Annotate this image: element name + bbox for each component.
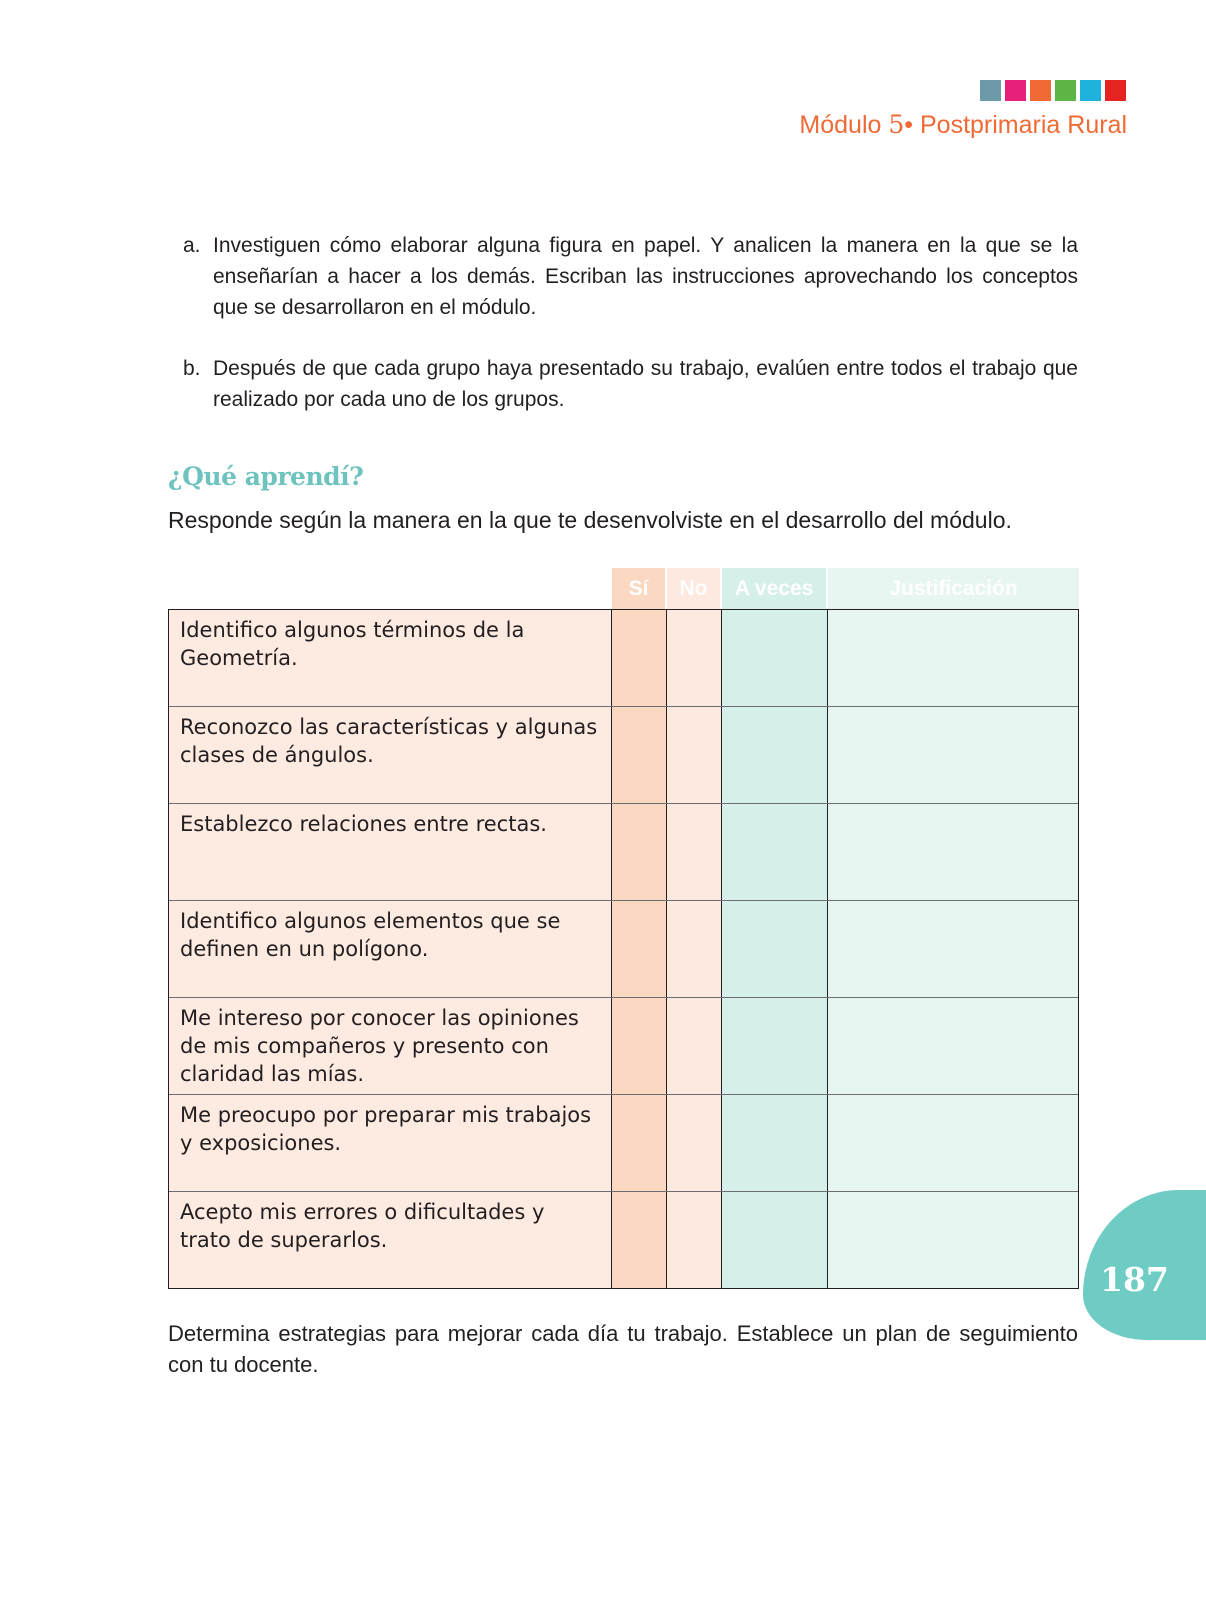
color-swatch bbox=[980, 80, 1001, 101]
table-row bbox=[169, 998, 1078, 1095]
module-header bbox=[799, 110, 1127, 140]
cell-si[interactable] bbox=[612, 901, 667, 997]
cell-no[interactable] bbox=[667, 901, 722, 997]
activity-text: Después de que cada grupo haya presentado su trabajo, evalúen entre todos el trabajo que realizado por cada uno de los grupos. bbox=[213, 357, 1078, 411]
self-assessment-table bbox=[168, 568, 1079, 1289]
cell-justificacion[interactable] bbox=[828, 998, 1078, 1094]
cell-justificacion[interactable] bbox=[828, 901, 1078, 997]
header-si: Sí bbox=[612, 568, 667, 609]
table-row bbox=[169, 707, 1078, 804]
color-swatch bbox=[1080, 80, 1101, 101]
table-row bbox=[169, 610, 1078, 707]
table-row bbox=[169, 1192, 1078, 1288]
cell-a-veces[interactable] bbox=[722, 610, 828, 706]
table-header bbox=[612, 568, 1079, 609]
cell-justificacion[interactable] bbox=[828, 610, 1078, 706]
cell-no[interactable] bbox=[667, 1095, 722, 1191]
row-statement: Me preocupo por preparar mis trabajos y exposiciones. bbox=[169, 1095, 612, 1191]
cell-si[interactable] bbox=[612, 610, 667, 706]
cell-a-veces[interactable] bbox=[722, 901, 828, 997]
cell-si[interactable] bbox=[612, 998, 667, 1094]
cell-a-veces[interactable] bbox=[722, 998, 828, 1094]
activity-item-b bbox=[183, 353, 1078, 415]
header-a-veces: A veces bbox=[722, 568, 828, 609]
table-body bbox=[168, 609, 1079, 1289]
cell-justificacion[interactable] bbox=[828, 804, 1078, 900]
row-statement: Reconozco las características y algunas clases de ángulos. bbox=[169, 707, 612, 803]
cell-si[interactable] bbox=[612, 707, 667, 803]
section-instruction: Responde según la manera en la que te desenvolviste en el desarrollo del módulo. bbox=[168, 507, 1012, 533]
cell-justificacion[interactable] bbox=[828, 707, 1078, 803]
color-swatches bbox=[980, 80, 1126, 101]
module-prefix: Módulo bbox=[799, 111, 889, 139]
module-bullet: • bbox=[904, 111, 914, 139]
cell-no[interactable] bbox=[667, 610, 722, 706]
color-swatch bbox=[1005, 80, 1026, 101]
cell-no[interactable] bbox=[667, 998, 722, 1094]
section-title: ¿Qué aprendí? bbox=[168, 462, 364, 491]
cell-a-veces[interactable] bbox=[722, 1192, 828, 1288]
footer-text: Determina estrategias para mejorar cada día tu trabajo. Establece un plan de seguimiento con tu docente. bbox=[168, 1321, 1078, 1377]
program-name: Postprimaria Rural bbox=[913, 111, 1127, 139]
module-number: 5 bbox=[888, 110, 905, 139]
color-swatch bbox=[1030, 80, 1051, 101]
row-statement: Establezco relaciones entre rectas. bbox=[169, 804, 612, 900]
activity-item-a bbox=[183, 230, 1078, 323]
cell-no[interactable] bbox=[667, 707, 722, 803]
cell-si[interactable] bbox=[612, 1095, 667, 1191]
activity-marker: b. bbox=[183, 357, 201, 380]
cell-justificacion[interactable] bbox=[828, 1095, 1078, 1191]
header-no: No bbox=[667, 568, 722, 609]
activity-text: Investiguen cómo elaborar alguna figura en papel. Y analicen la manera en la que se la enseñarían a hacer a los demás. Escriban las instrucciones aprovechando los conceptos que se desarrollaron en el módulo. bbox=[213, 234, 1078, 319]
cell-no[interactable] bbox=[667, 1192, 722, 1288]
color-swatch bbox=[1105, 80, 1126, 101]
activity-marker: a. bbox=[183, 234, 201, 257]
row-statement: Acepto mis errores o dificultades y trato de superarlos. bbox=[169, 1192, 612, 1288]
table-row bbox=[169, 804, 1078, 901]
color-swatch bbox=[1055, 80, 1076, 101]
cell-a-veces[interactable] bbox=[722, 804, 828, 900]
cell-justificacion[interactable] bbox=[828, 1192, 1078, 1288]
cell-a-veces[interactable] bbox=[722, 707, 828, 803]
table-row bbox=[169, 1095, 1078, 1192]
cell-no[interactable] bbox=[667, 804, 722, 900]
table-row bbox=[169, 901, 1078, 998]
row-statement: Me intereso por conocer las opiniones de mis compañeros y presento con claridad las mías. bbox=[169, 998, 612, 1094]
row-statement: Identifico algunos términos de la Geometría. bbox=[169, 610, 612, 706]
header-justificacion: Justificación bbox=[828, 568, 1079, 609]
page-number: 187 bbox=[1100, 1260, 1169, 1299]
cell-si[interactable] bbox=[612, 1192, 667, 1288]
row-statement: Identifico algunos elementos que se definen en un polígono. bbox=[169, 901, 612, 997]
cell-si[interactable] bbox=[612, 804, 667, 900]
cell-a-veces[interactable] bbox=[722, 1095, 828, 1191]
